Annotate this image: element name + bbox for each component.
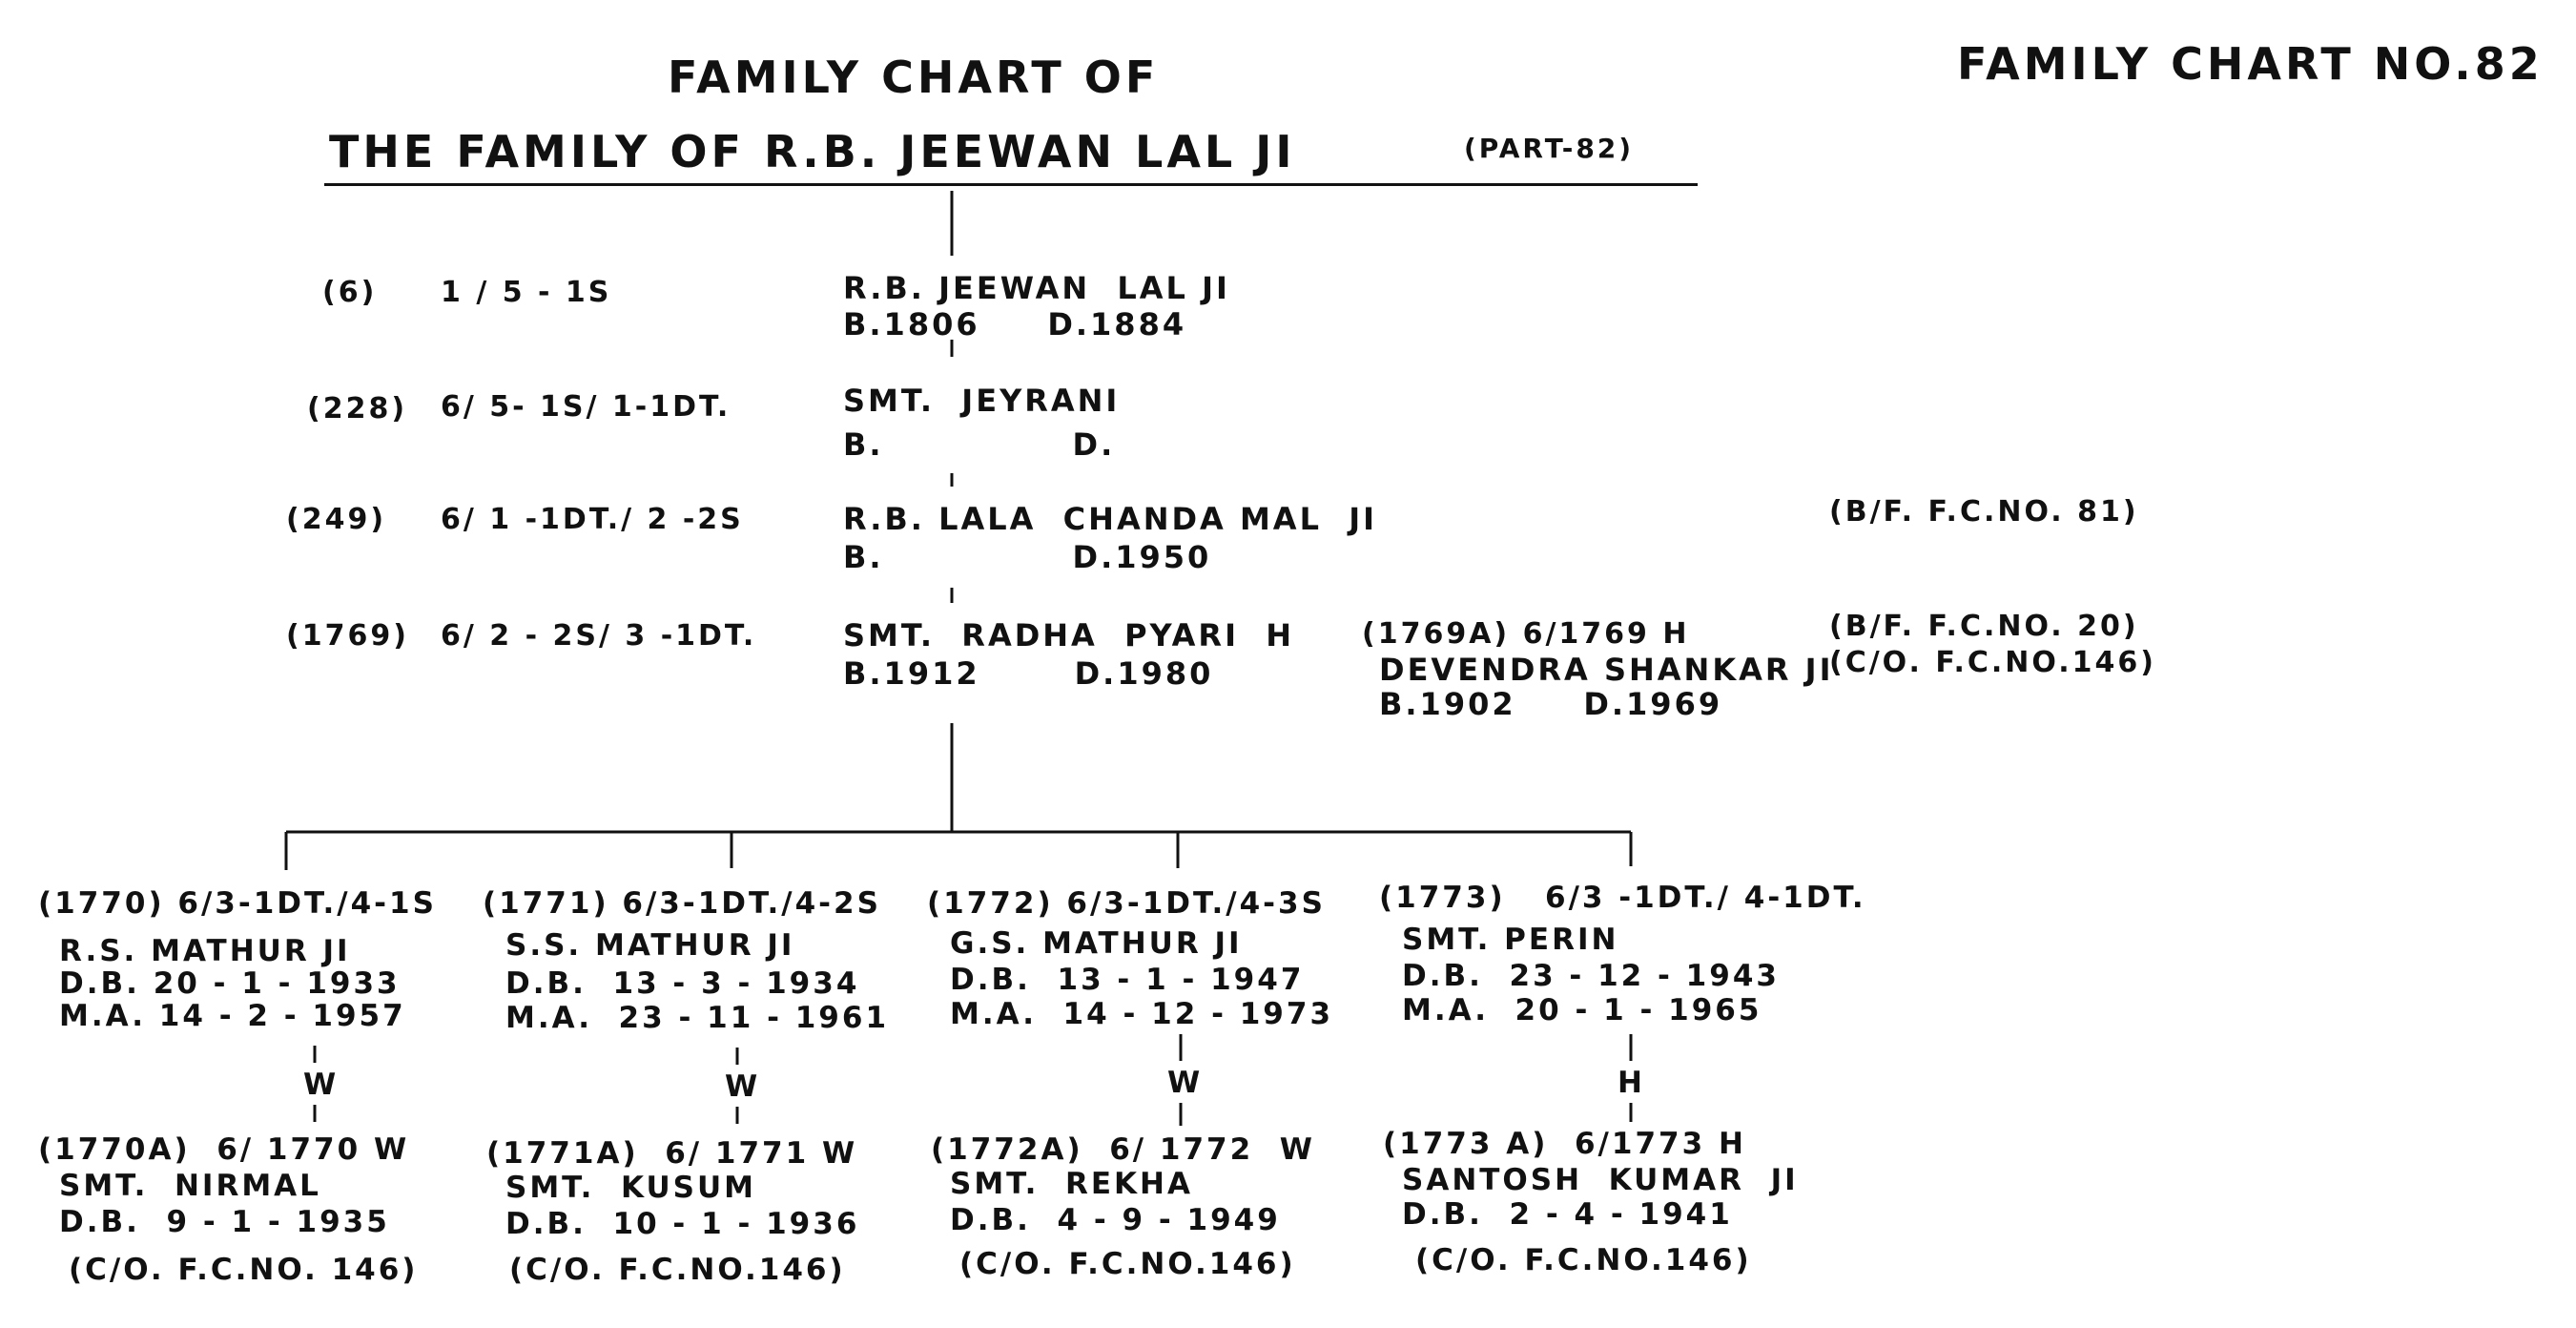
child3-db: D.B. 13 - 1 - 1947 bbox=[950, 963, 1305, 997]
child2-name: S.S. MATHUR JI bbox=[505, 928, 795, 963]
child4-spouse-name: SANTOSH KUMAR JI bbox=[1402, 1163, 1799, 1197]
child1-db: D.B. 20 - 1 - 1933 bbox=[59, 966, 401, 1001]
title-underline bbox=[324, 183, 1698, 186]
gen1-code: 1 / 5 - 1S bbox=[441, 276, 612, 309]
child1-name: R.S. MATHUR JI bbox=[59, 934, 351, 968]
chart-title-part: (PART-82) bbox=[1464, 133, 1635, 164]
child4-db: D.B. 23 - 12 - 1943 bbox=[1402, 959, 1780, 993]
gen2-code: 6/ 5- 1S/ 1-1DT. bbox=[441, 390, 732, 424]
child2-spouse-ref: (1771A) 6/ 1771 W bbox=[486, 1136, 858, 1171]
gen4-dates: B.1912 D.1980 bbox=[843, 655, 1214, 692]
child2-relation: W bbox=[725, 1069, 761, 1104]
gen1-dates: B.1806 D.1884 bbox=[843, 306, 1187, 342]
child2-spouse-db: D.B. 10 - 1 - 1936 bbox=[505, 1207, 860, 1241]
child4-spouse-db: D.B. 2 - 4 - 1941 bbox=[1402, 1197, 1733, 1232]
child3-relation: W bbox=[1167, 1066, 1204, 1100]
gen3-dates: B. D.1950 bbox=[843, 539, 1212, 575]
child2-spouse-name: SMT. KUSUM bbox=[505, 1171, 756, 1205]
child4-relation: H bbox=[1618, 1066, 1645, 1100]
child1-relation: W bbox=[303, 1068, 340, 1102]
child2-spouse-note: (C/O. F.C.NO.146) bbox=[509, 1253, 846, 1287]
gen2-dates: B. D. bbox=[843, 426, 1116, 463]
gen3-note: (B/F. F.C.NO. 81) bbox=[1829, 495, 2139, 529]
gen4-note: (B/F. F.C.NO. 20) bbox=[1829, 610, 2139, 643]
gen3-ref: (249) bbox=[286, 503, 387, 536]
chart-title-line1: FAMILY CHART OF bbox=[668, 52, 1160, 103]
child1-ref: (1770) 6/3-1DT./4-1S bbox=[38, 886, 437, 921]
gen4-code: 6/ 2 - 2S/ 3 -1DT. bbox=[441, 619, 757, 653]
child3-spouse-ref: (1772A) 6/ 1772 W bbox=[931, 1132, 1315, 1167]
spouse-name: DEVENDRA SHANKAR JI bbox=[1379, 652, 1834, 688]
child2-ref: (1771) 6/3-1DT./4-2S bbox=[483, 886, 881, 921]
child2-ma: M.A. 23 - 11 - 1961 bbox=[505, 1001, 890, 1035]
child1-spouse-ref: (1770A) 6/ 1770 W bbox=[38, 1132, 410, 1167]
child4-spouse-note: (C/O. F.C.NO.146) bbox=[1415, 1243, 1752, 1277]
child3-spouse-db: D.B. 4 - 9 - 1949 bbox=[950, 1203, 1281, 1237]
child1-spouse-note: (C/O. F.C.NO. 146) bbox=[69, 1253, 419, 1287]
child2-db: D.B. 13 - 3 - 1934 bbox=[505, 966, 860, 1001]
gen2-ref: (228) bbox=[307, 392, 408, 425]
child1-ma: M.A. 14 - 2 - 1957 bbox=[59, 999, 406, 1033]
gen4-ref: (1769) bbox=[286, 619, 409, 653]
child4-name: SMT. PERIN bbox=[1402, 923, 1619, 957]
spouse-ref: (1769A) 6/1769 H bbox=[1362, 617, 1690, 651]
gen1-name: R.B. JEEWAN LAL JI bbox=[843, 270, 1230, 306]
child3-name: G.S. MATHUR JI bbox=[950, 926, 1243, 961]
chart-title-line2: THE FAMILY OF R.B. JEEWAN LAL JI bbox=[329, 126, 1296, 177]
child4-spouse-ref: (1773 A) 6/1773 H bbox=[1383, 1127, 1746, 1161]
child3-spouse-note: (C/O. F.C.NO.146) bbox=[959, 1247, 1296, 1281]
chart-number: FAMILY CHART NO.82 bbox=[1957, 38, 2544, 90]
gen2-name: SMT. JEYRANI bbox=[843, 383, 1121, 419]
child3-ref: (1772) 6/3-1DT./4-3S bbox=[927, 886, 1326, 921]
child1-spouse-name: SMT. NIRMAL bbox=[59, 1169, 321, 1203]
spouse-dates: B.1902 D.1969 bbox=[1379, 686, 1723, 722]
child1-spouse-db: D.B. 9 - 1 - 1935 bbox=[59, 1205, 390, 1239]
spouse-note: (C/O. F.C.NO.146) bbox=[1829, 646, 2156, 679]
child4-ref: (1773) 6/3 -1DT./ 4-1DT. bbox=[1379, 881, 1866, 915]
gen3-code: 6/ 1 -1DT./ 2 -2S bbox=[441, 503, 744, 536]
gen3-name: R.B. LALA CHANDA MAL JI bbox=[843, 501, 1378, 537]
child3-spouse-name: SMT. REKHA bbox=[950, 1167, 1193, 1201]
child4-ma: M.A. 20 - 1 - 1965 bbox=[1402, 993, 1762, 1027]
gen4-name: SMT. RADHA PYARI H bbox=[843, 617, 1295, 654]
gen1-ref: (6) bbox=[322, 276, 378, 309]
child3-ma: M.A. 14 - 12 - 1973 bbox=[950, 997, 1334, 1031]
